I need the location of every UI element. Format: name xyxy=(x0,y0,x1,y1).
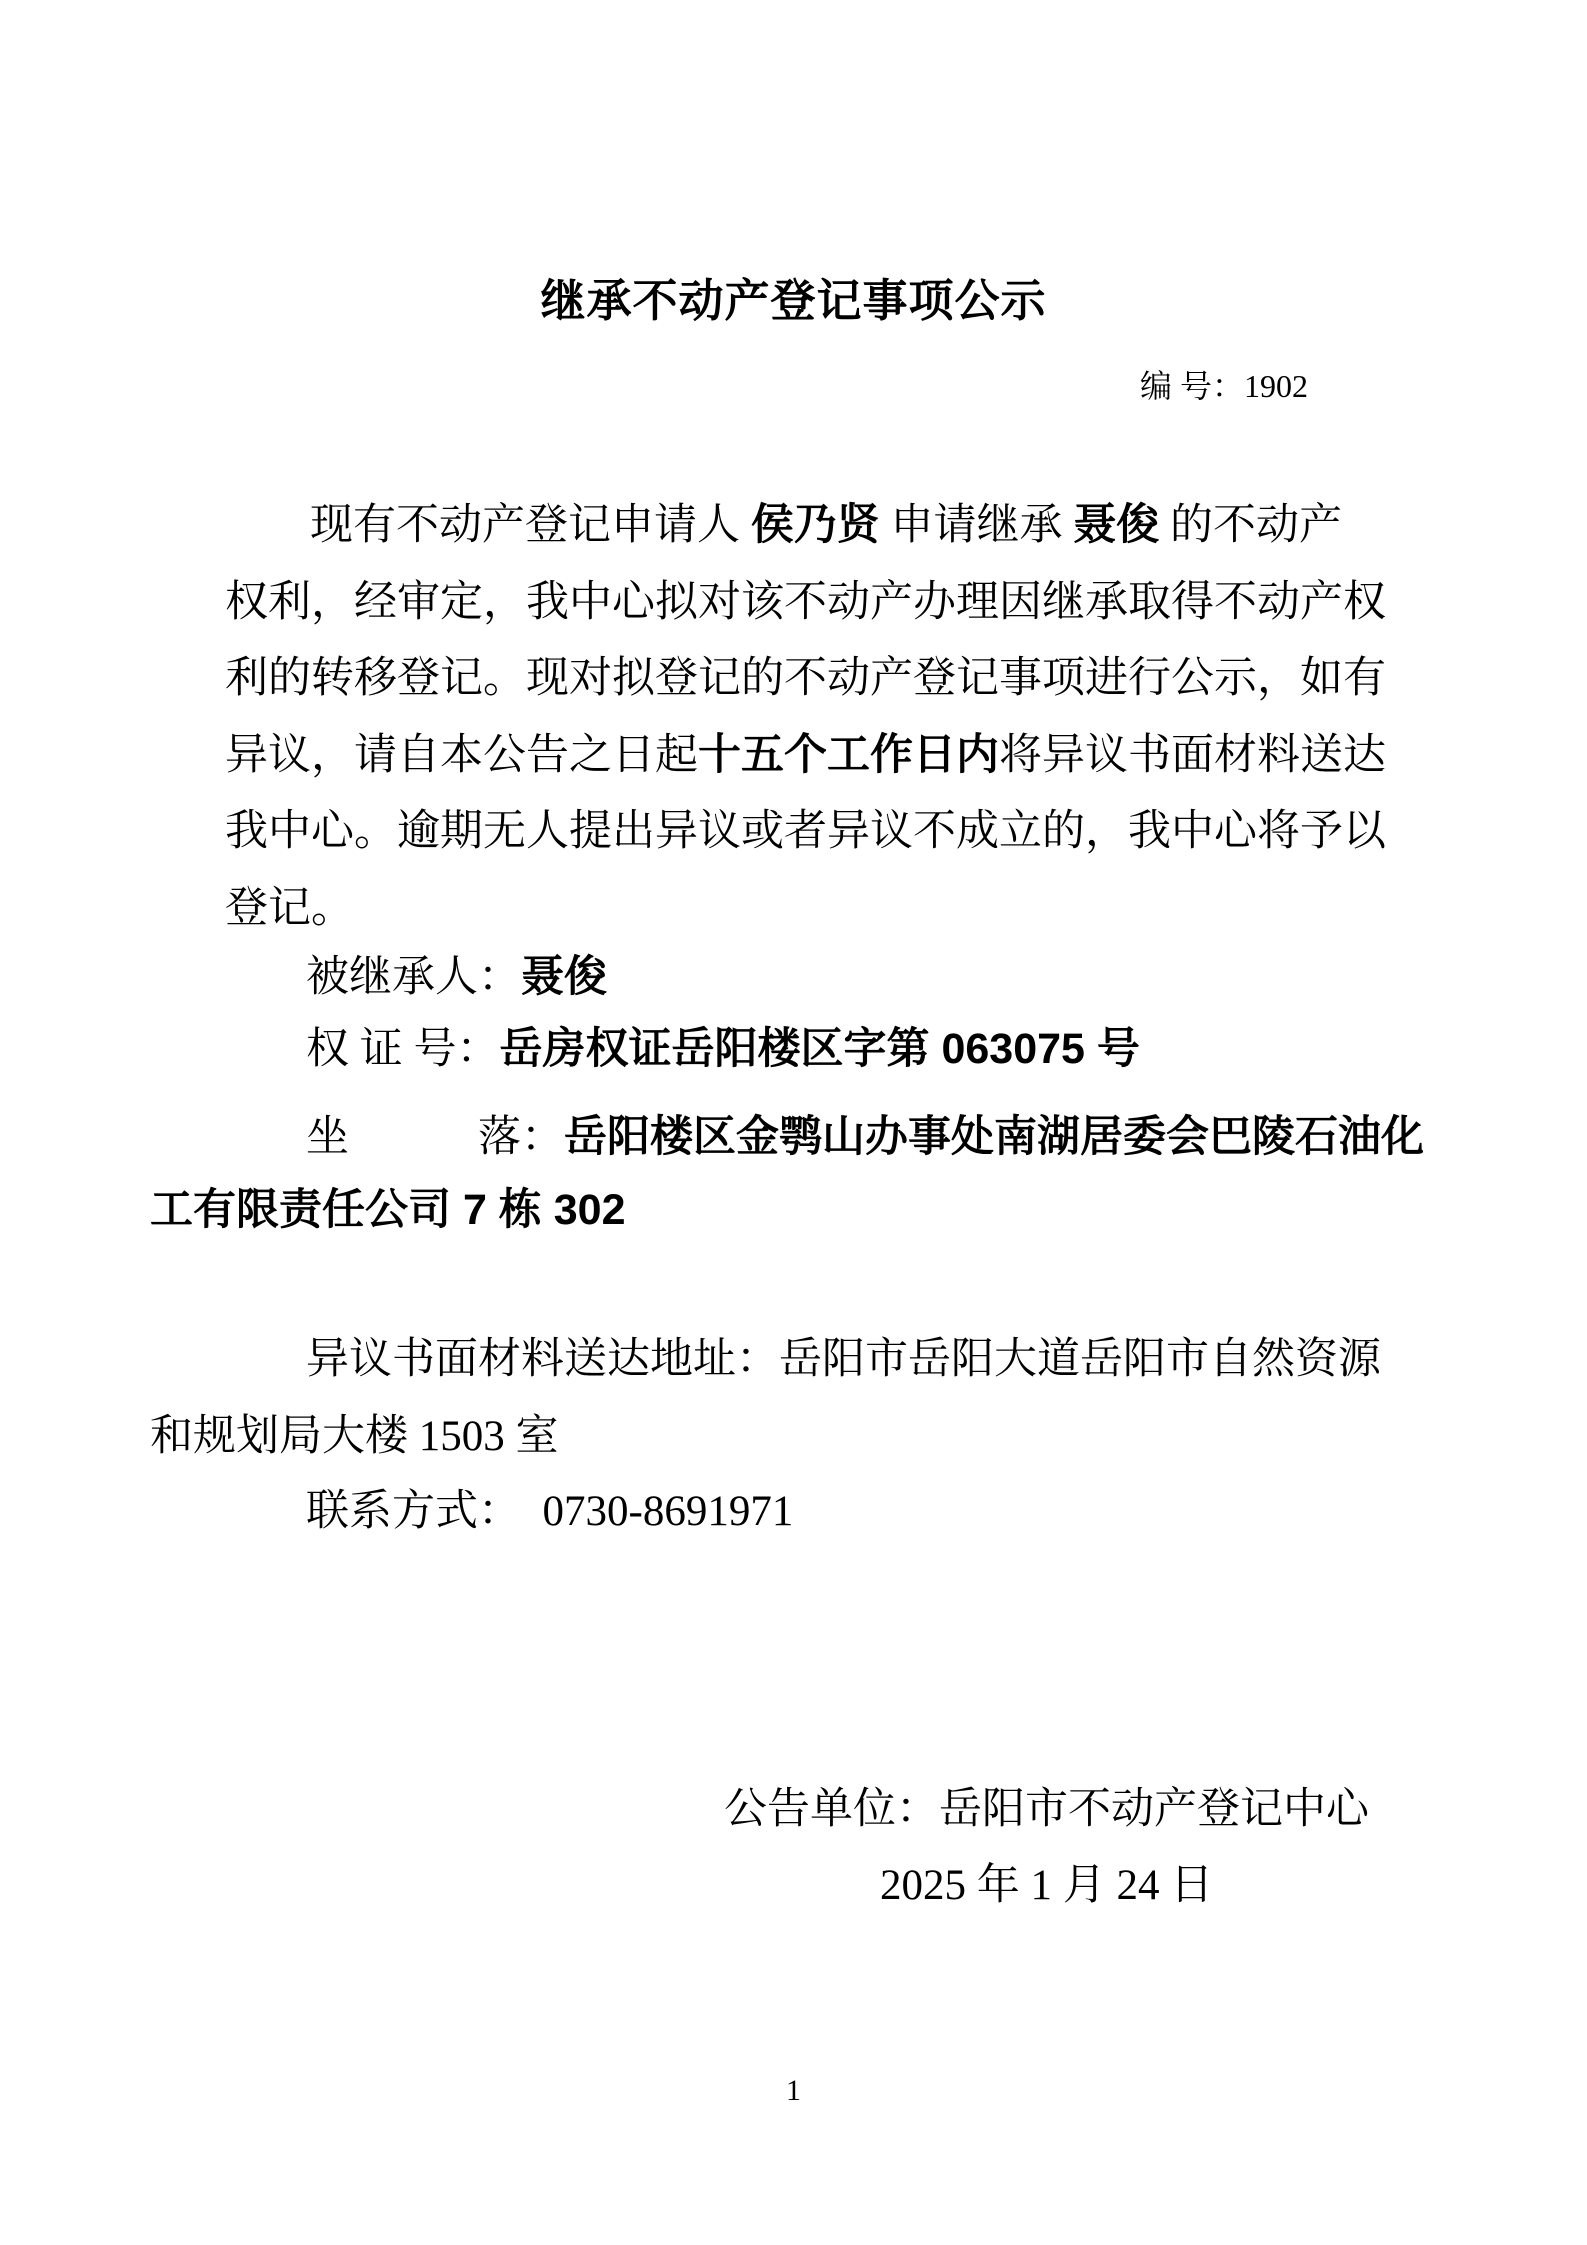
objection-address-line2 xyxy=(150,1415,559,1458)
text-segment: 和规划局大楼 1503 室 xyxy=(150,1413,559,1460)
document-number: 编 号：1902 xyxy=(1139,368,1308,404)
text-segment: 权利，经审定，我中心拟对该不动产办理因继承取得不动产权 xyxy=(225,579,1386,626)
text-segment: 坐 落： xyxy=(306,1114,564,1161)
emphasis-text: 岳房权证岳阳楼区字第 063075 号 xyxy=(499,1025,1140,1073)
text-segment: 的不动产 xyxy=(1159,502,1342,549)
paragraph-line xyxy=(225,731,1386,779)
text-segment: 异议，请自本公告之日起 xyxy=(225,732,698,779)
emphasis-text: 聂俊 xyxy=(1073,501,1160,549)
text-segment: 联系方式： 0730-8691971 xyxy=(306,1488,794,1535)
text-segment: 将异议书面材料送达 xyxy=(999,732,1386,779)
paragraph-line xyxy=(225,810,1386,853)
field-certificate-number xyxy=(306,1025,1140,1073)
text-segment: 现有不动产登记申请人 xyxy=(310,502,751,549)
paragraph-line xyxy=(225,657,1386,700)
field-location-line2 xyxy=(150,1186,626,1234)
emphasis-text: 聂俊 xyxy=(521,953,607,1001)
paragraph-line xyxy=(225,581,1386,624)
field-decedent xyxy=(306,953,607,1001)
page-number: 1 xyxy=(786,2074,801,2107)
emphasis-text: 工有限责任公司 7 栋 302 xyxy=(150,1186,626,1234)
text-segment: 申请继承 xyxy=(879,502,1074,549)
issuing-unit: 公告单位：岳阳市不动产登记中心 xyxy=(724,1786,1369,1833)
objection-address-line1 xyxy=(306,1338,1381,1381)
text-segment: 我中心。逾期无人提出异议或者异议不成立的，我中心将予以 xyxy=(225,808,1386,855)
paragraph-line xyxy=(225,887,354,930)
text-segment: 权 证 号： xyxy=(306,1026,500,1073)
document-title: 继承不动产登记事项公示 xyxy=(540,275,1047,326)
contact-phone xyxy=(306,1490,793,1533)
text-segment: 利的转移登记。现对拟登记的不动产登记事项进行公示，如有 xyxy=(225,655,1386,702)
field-location-line1 xyxy=(306,1113,1424,1161)
paragraph-line xyxy=(310,501,1342,549)
issue-date: 2025 年 1 月 24 日 xyxy=(880,1862,1214,1909)
text-segment: 被继承人： xyxy=(306,954,521,1001)
text-segment: 登记。 xyxy=(225,885,354,932)
emphasis-text: 岳阳楼区金鹗山办事处南湖居委会巴陵石油化 xyxy=(564,1113,1424,1161)
emphasis-text: 十五个工作日内 xyxy=(698,731,999,779)
text-segment: 异议书面材料送达地址：岳阳市岳阳大道岳阳市自然资源 xyxy=(306,1336,1381,1383)
emphasis-text: 侯乃贤 xyxy=(750,501,880,549)
